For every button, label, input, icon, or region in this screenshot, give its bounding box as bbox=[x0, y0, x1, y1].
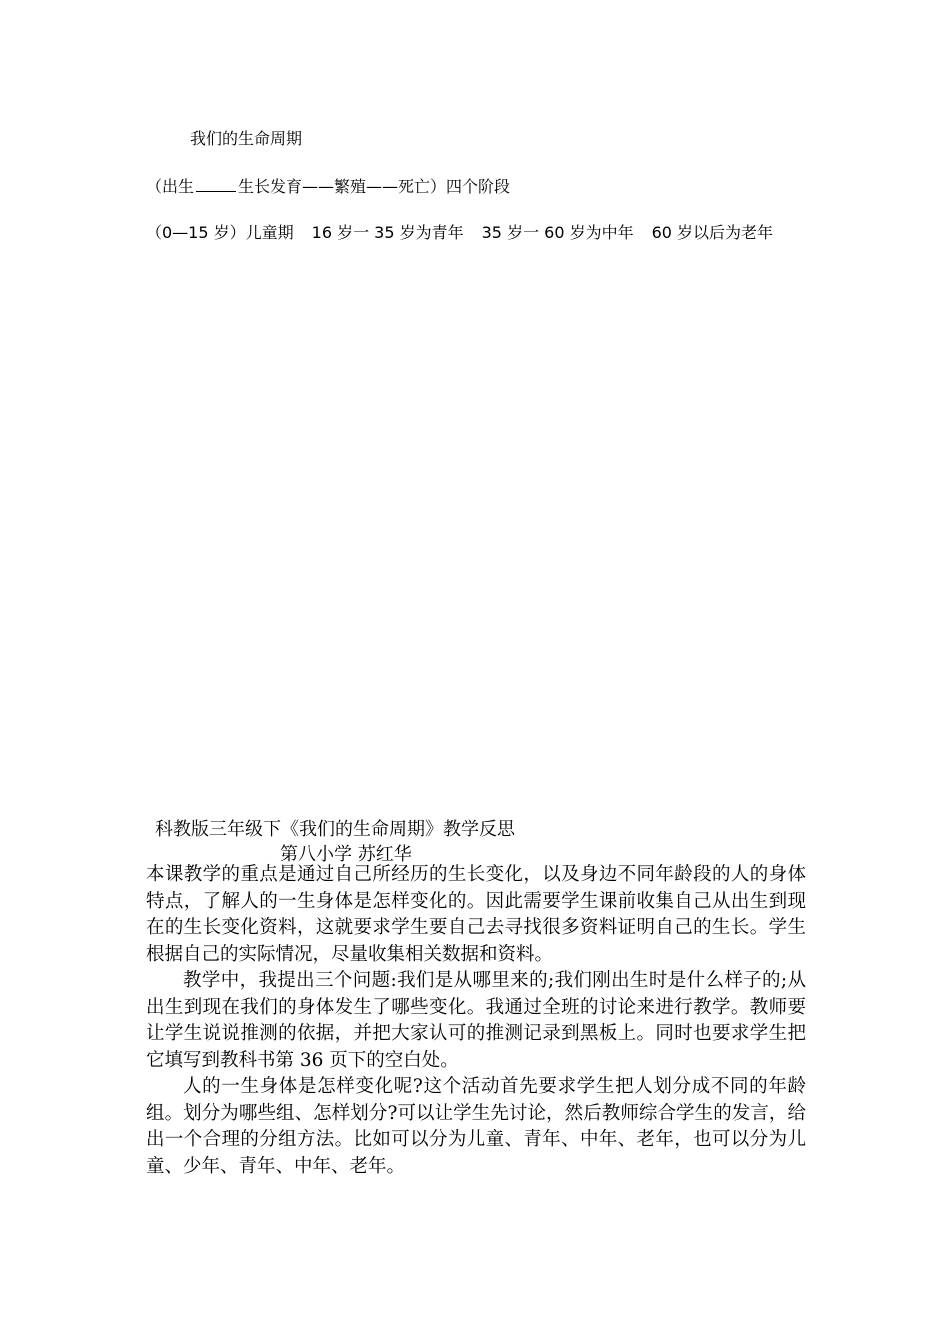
essay-body bbox=[146, 862, 806, 1180]
essay-paragraph-3: 人的一生身体是怎样变化呢?这个活动首先要求学生把人划分成不同的年龄组。划分为哪些组、怎样划分?可以让学生先讨论，然后教师综合学生的发言，给出一个合理的分组方法。比如可以分为儿童、青年、中年、老年，也可以分为儿童、少年、青年、中年、老年。 bbox=[146, 1076, 806, 1177]
stages-prefix: （出生 bbox=[146, 177, 195, 196]
blank-underline bbox=[196, 179, 236, 192]
age-childhood: （0—15 岁）儿童期 bbox=[146, 223, 294, 242]
life-stages-line bbox=[146, 174, 510, 197]
essay-paragraph-2: 教学中，我提出三个问题:我们是从哪里来的;我们刚出生时是什么样子的;从出生到现在我们的身体发生了哪些变化。我通过全班的讨论来进行教学。教师要让学生说说推测的依据，并把大家认可的推测记录到黑板上。同时也要求学生把它填写到教科书第 36 页下的空白处。 bbox=[146, 970, 806, 1071]
age-ranges bbox=[146, 220, 826, 245]
essay-author: 第八小学 苏红华 bbox=[280, 844, 412, 865]
age-middle: 35 岁一 60 岁为中年 bbox=[481, 223, 634, 242]
essay-paragraph-1: 本课教学的重点是通过自己所经历的生长变化，以及身边不同年龄段的人的身体特点，了解人的一生身体是怎样变化的。因此需要学生课前收集自己从出生到现在的生长变化资料，这就要求学生要自己去寻找很多资料证明自己的生长。学生根据自己的实际情况，尽量收集相关数据和资料。 bbox=[146, 864, 806, 965]
age-youth: 16 岁一 35 岁为青年 bbox=[311, 223, 464, 242]
notes-title: 我们的生命周期 bbox=[190, 129, 303, 148]
age-old: 60 岁以后为老年 bbox=[651, 223, 774, 242]
essay-title: 科教版三年级下《我们的生命周期》教学反思 bbox=[155, 819, 515, 840]
stages-suffix: 生长发育——繁殖——死亡）四个阶段 bbox=[238, 177, 511, 196]
